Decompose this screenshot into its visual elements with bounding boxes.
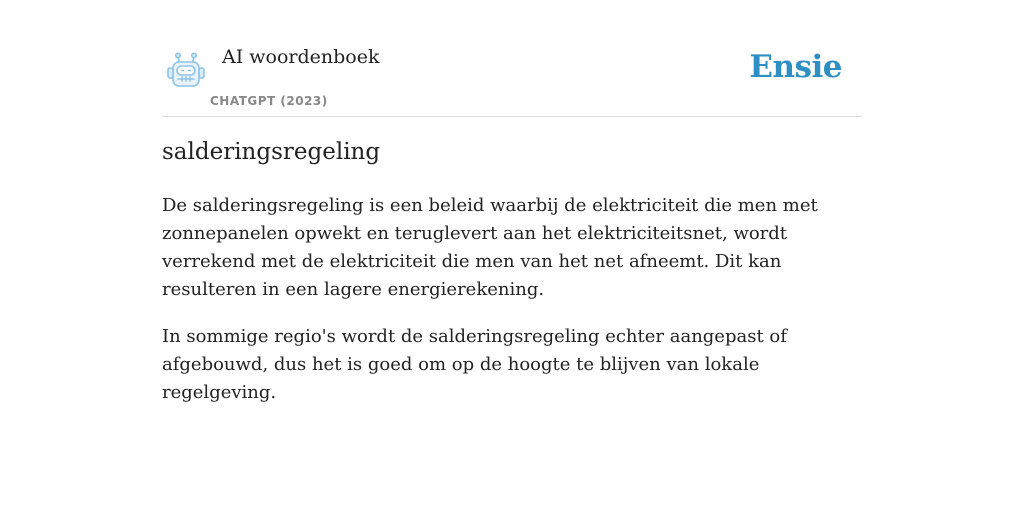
brand-logo[interactable]: Ensie: [749, 49, 842, 85]
entry-definition: [162, 192, 862, 426]
definition-paragraph: In sommige regio's wordt de salderingsregeling echter aangepast of afgebouwd, dus het is goed om op de hoogte te blijven van lokale regelgeving.: [162, 326, 787, 403]
robot-icon: [166, 52, 206, 88]
header: [162, 0, 862, 117]
definition-paragraph: De salderingsregeling is een beleid waarbij de elektriciteit die men met zonnepanelen opwekt en teruglevert aan het elektriciteitsnet, wordt verrekend met de elektriciteit die men van het net afneemt. Dit kan resulteren in een lagere energierekening.: [162, 195, 818, 300]
entry-term: salderingsregeling: [162, 139, 381, 165]
source-label: CHATGPT (2023): [210, 94, 328, 108]
dictionary-title[interactable]: AI woordenboek: [222, 46, 380, 68]
